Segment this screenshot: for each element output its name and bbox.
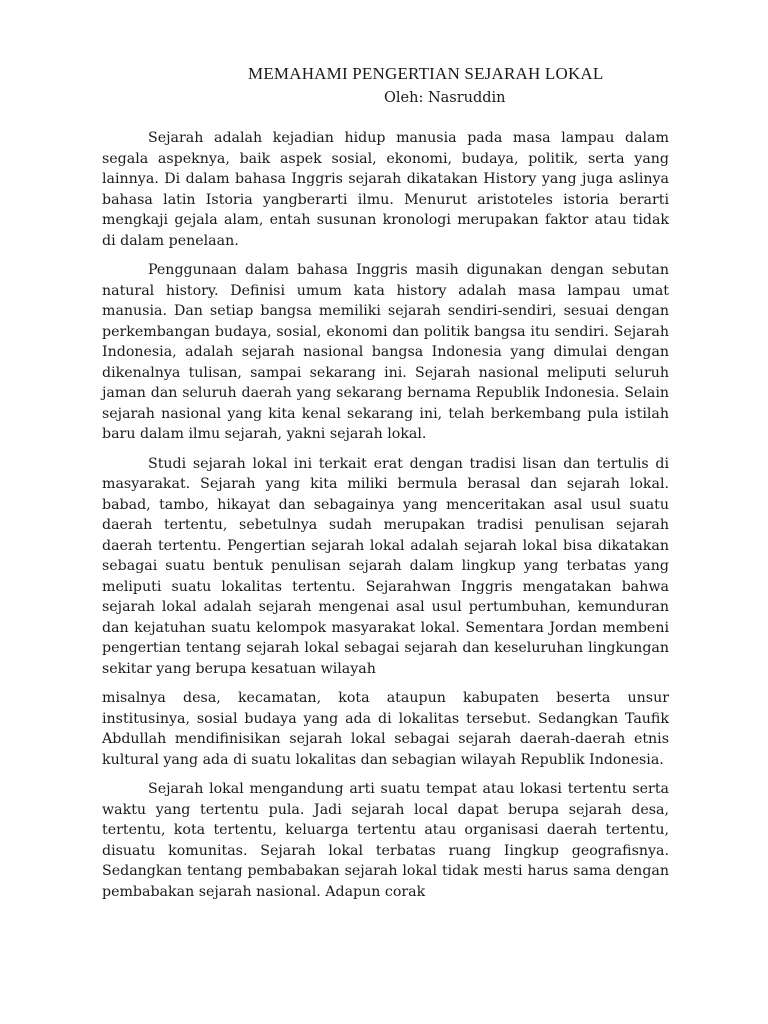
paragraph-2: Penggunaan dalam bahasa Inggris masih digunakan dengan sebutan natural history. Definisi umum kata history adalah masa lampau umat manusia. Dan setiap bangsa memiliki sejarah sendiri-sendiri, sesuai dengan perkembangan budaya, sosial, ekonomi dan politik bangsa itu sendiri. Sejarah Indonesia, adalah sejarah nasional bangsa Indonesia yang dimulai dengan dikenalnya tulisan, sampai sekarang ini. Sejarah nasional meliputi seluruh jaman dan seluruh daerah yang sekarang bernama Republik Indonesia. Selain sejarah nasional yang kita kenal sekarang ini, telah berkembang pula istilah baru dalam ilmu sejarah, yakni sejarah lokal. <box>102 262 669 442</box>
paragraph-3: Studi sejarah lokal ini terkait erat dengan tradisi lisan dan tertulis di masyarakat. Sejarah yang kita miliki bermula berasal dan sejarah lokal. babad, tambo, hikayat dan sebagainya yang menceritakan asal usul suatu daerah tertentu, sebetulnya sudah merupakan tradisi penulisan sejarah daerah tertentu. Pengertian sejarah lokal adalah sejarah lokal bisa dikatakan sebagai suatu bentuk penulisan sejarah dalam lingkup yang terbatas yang meliputi suatu lokalitas tertentu. Sejarahwan Inggris mengatakan bahwa sejarah lokal adalah sejarah mengenai asal usul pertumbuhan, kemunduran dan kejatuhan suatu kelompok masyarakat lokal. Sementara Jordan membeni pengertian tentang sejarah lokal sebagai sejarah dan keseluruhan lingkungan sekitar yang berupa kesatuan wilayah <box>102 455 669 677</box>
document-author: Oleh: Nasruddin <box>384 90 506 106</box>
paragraph-4: misalnya desa, kecamatan, kota ataupun kabupaten beserta unsur institusinya, sosial budaya yang ada di lokalitas tersebut. Sedangkan Taufik Abdullah mendifinisikan sejarah lokal sebagai sejarah daerah-daerah etnis kultural yang ada di suatu lokalitas dan sebagian wilayah Republik Indonesia. <box>102 690 669 768</box>
document-page <box>102 62 669 911</box>
paragraph-5: Sejarah lokal mengandung arti suatu tempat atau lokasi tertentu serta waktu yang tertentu pula. Jadi sejarah local dapat berupa sejarah desa, tertentu, kota tertentu, keluarga tertentu atau organisasi daerah tertentu, disuatu komunitas. Sejarah lokal terbatas ruang Iingkup geografisnya. Sedangkan tentang pembabakan sejarah lokal tidak mesti harus sama dengan pembabakan sejarah nasional. Adapun corak <box>102 781 669 900</box>
document-title: MEMAHAMI PENGERTIAN SEJARAH LOKAL <box>248 64 604 83</box>
document-body <box>102 128 669 902</box>
paragraph-1: Sejarah adalah kejadian hidup manusia pada masa lampau dalam segala aspeknya, baik aspek sosial, ekonomi, budaya, politik, serta yang lainnya. Di dalam bahasa Inggris sejarah dikatakan History yang juga aslinya bahasa latin Istoria yangberarti ilmu. Menurut aristoteles istoria berarti mengkaji gejala alam, entah susunan kronologi merupakan faktor atau tidak di dalam penelaan. <box>102 130 669 249</box>
